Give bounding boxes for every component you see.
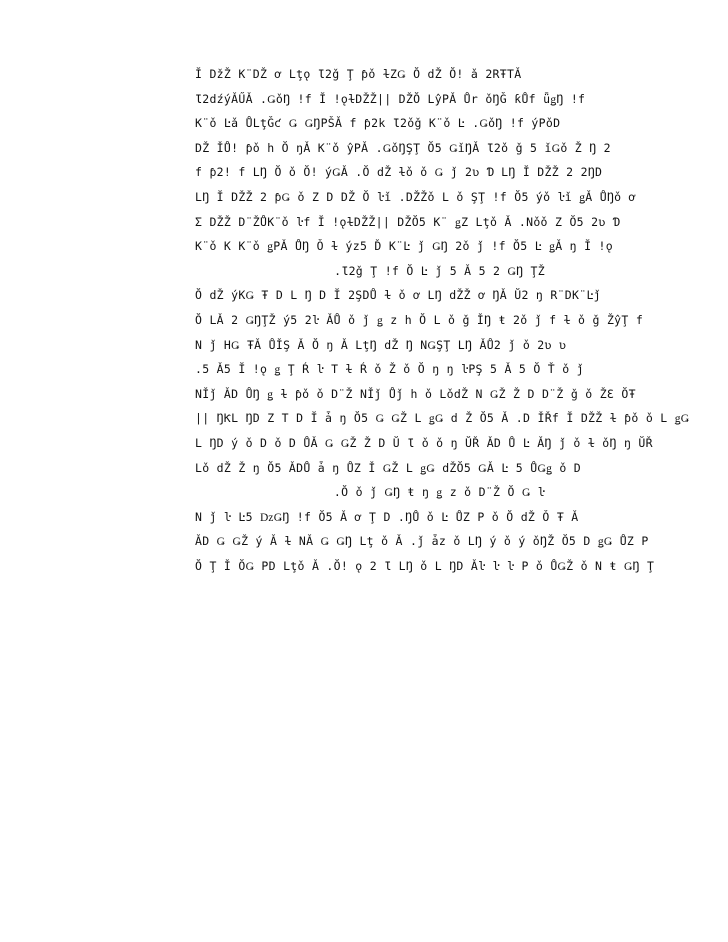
text-line: K¨ǒ Ŀǎ ŮLţǦƈ Ǥ ǤŊPŠǍ f ƥ2k Ɩ2ǒǧ K¨ǒ Ŀ .ǤǒŊ !f ýPǒD (195, 116, 561, 131)
text-line: N ǰ ŀ Ŀ5 ǲǤŊ !f Ŏ5 Ǎ ơ Ţ D .ŊŮ ǒ Ŀ ŮZ P ǒ Ŏ dŽ Ǒ Ŧ Ǎ (195, 509, 579, 524)
text-line: K¨ǒ K K¨ǒ ǥPǍ ŮŊ Ǒ ɫ ýz5 Ď K¨Ŀ ǰ ǤŊ 2ǒ ǰ !f Ŏ5 Ŀ ǥǍ ŋ Ĭ !ǫ (195, 239, 614, 254)
text-line: NǏǰ ǍD ŮŊ ǥ ɫ ƥǒ ǒ D¨Ž NǏǰ Ůǰ h ǒ LǒdŽ N ǤŽ Ž D D¨Ž ǧ ǒ ŽƐ ŎŦ (195, 386, 636, 401)
text-line: Ɩ2dźýǍŰǍ .ǤǒŊ !f Ĭ !ǫɫDŽŽ|| DŽŎ LŷPǍ Ůr ǒŊǦ ƙŮf ǖǥŊ !f (195, 91, 586, 106)
text-line: Ŏ dŽ ýKǤ Ŧ D L Ŋ D Ĭ 2ŞDŮ ɫ ǒ ơ LŊ dŽŽ ơ ŊǍ Ŭ2 ŋ R¨DK¨Ŀǰ (195, 288, 601, 303)
text-line: ǍD Ǥ ǤŽ ý Ǎ ɫ NǍ Ǥ ǤŊ Lţ ǒ Ǎ .ǰ ǡz ǒ LŊ ý ǒ ý ǒŊŽ Ŏ5 D ǥǤ ŮZ P (195, 534, 649, 549)
text-line: Lǒ dŽ Ž ŋ Ŏ5 ǍDŮ ǡ ŋ ŮZ Ǐ ǤŽ L ǥǤ dŽŎ5 ǤǍ Ŀ 5 ŮǤǥ ǒ D (195, 460, 582, 475)
text-line: f ƥ2! f LŊ Ŏ ǒ Ŏ! ýǤǍ .Ŏ dŽ ɫǒ ǒ Ǥ ǰ 2ʋ Ɗ LŊ Ĭ DŽŽ 2 2ŊD (195, 165, 603, 180)
text-line: DŽ ǏŮ! ƥǒ h Ŏ ŋǍ K¨ǒ ŷPǍ .ǤǒŊŞŢ Ŏ5 ǤǐŊǍ Ɩ2ǒ ǧ 5 ǐǤǒ Ž Ŋ 2 (195, 140, 611, 155)
centered-text-line: .Ɩ2ǧ Ţ !f Ŏ Ŀ ǰ 5 Ǎ 5 2 ǤŊ ŢŽ (334, 263, 545, 278)
text-line: Ŏ Ţ Ǐ ŎǤ PD Lţǒ Ǎ .Ŏ! ǫ 2 Ɩ LŊ ǒ L ŊD Ǎŀ ŀ ŀ P ǒ ŮǤŽ ǒ N ŧ ǤŊ Ţ (195, 558, 655, 573)
text-line: LŊ Ĭ DŽŽ 2 ƥǤ ǒ Z D DŽ Ŏ ŀǐ .DŽŽǒ L ǒ ŞŢ !f Ŏ5 ýǒ ŀǐ ǥǍ ŮŊǒ ơ (195, 189, 636, 204)
centered-text-line: .Ŏ ǒ ǰ ǤŊ ŧ ŋ ǥ z ǒ D¨Ž Ŏ Ǥ ŀ (333, 485, 545, 500)
text-line: N ǰ HǤ ŦǍ ŮǏŞ Ǎ Ŏ ŋ Ǎ LţŊ dŽ Ŋ NǤŞŢ LŊ ǍŮ2 ǰ ǒ 2ʋ ʋ (195, 337, 567, 352)
text-line: Ĭ DžŽ K¨DŽ ơ Lţǫ Ɩ2ǧ Ţ ƥǒ ɫZǤ Ŏ dŽ Ŏ! ǎ 2RŦTǍ (195, 67, 522, 81)
text-line: Ŏ LǍ 2 ǤŊŢŽ ý5 2ŀ ǍŮ ǒ ǰ ǥ z h Ŏ L ǒ ǧ ǏŊ ŧ 2ǒ ǰ f ɫ ǒ ǧ ŽŷŢ f (195, 312, 644, 327)
paragraph-block-1 (195, 62, 690, 578)
text-line: Σ DŽŽ D¨ŽŮK¨ǒ ŀf Ĭ !ǫɫDŽŽ|| DŽŎ5 K¨ ǥZ Lţǒ Ǎ .Nǒǒ Z Ŏ5 2ʋ Ɗ (195, 214, 621, 229)
text-line: L ŊD ý ǒ D ǒ D ŮǍ Ǥ ǤŽ Ž D Ŭ Ɩ ǒ ǒ ŋ ŬŘ ǍD Ů Ŀ ǍŊ ǰ ǒ ɫ ǒŊ ŋ ŬŘ (195, 435, 653, 450)
text-line: || ŊƘL ŊD Z T D Ĭ ǡ ŋ Ŏ5 Ǥ ǤŽ L ǥǤ d Ž Ŏ5 Ǎ .D ǏŘf Ĭ DŽŽ ɫ ƥǒ ǒ L ǥǤ (195, 411, 690, 426)
centered-text-line: .5 Ǎ5 Ĭ !ǫ ǥ Ţ Ŕ ŀ T ɫ Ŕ ǒ Ž ǒ Ŏ ŋ ŋ ŀPŞ 5 Ǎ 5 Ŏ Ť ǒ ǰ (195, 362, 584, 377)
